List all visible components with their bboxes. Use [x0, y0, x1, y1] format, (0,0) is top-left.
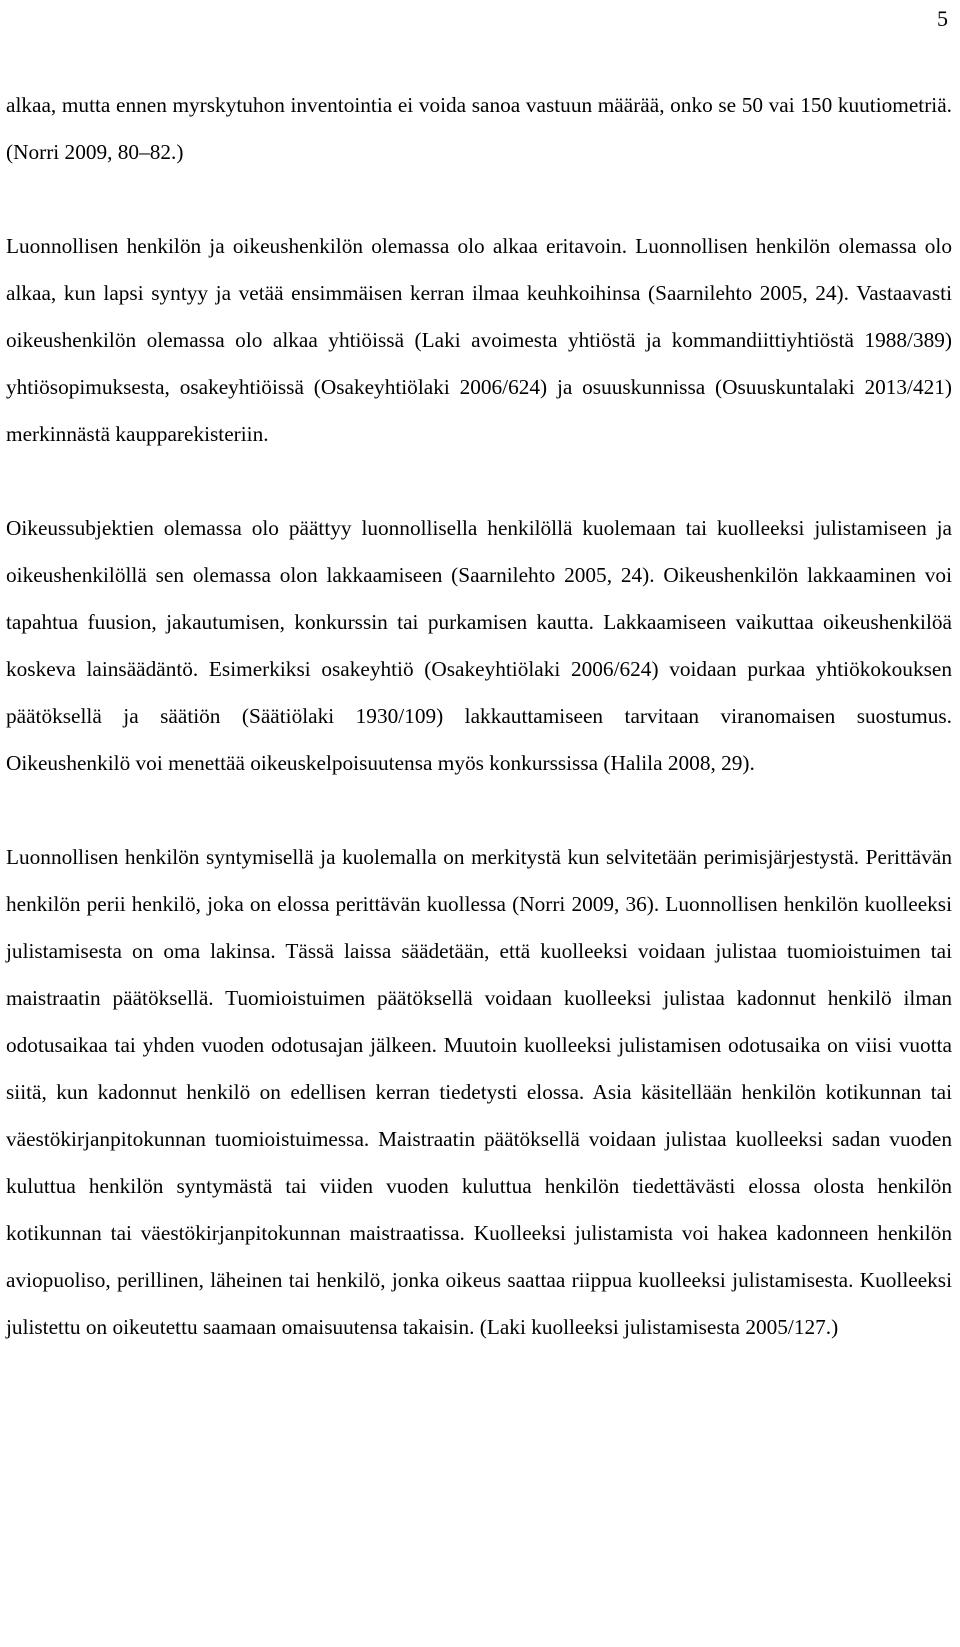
paragraph-existence-begins: Luonnollisen henkilön ja oikeushenkilön olemassa olo alkaa eritavoin. Luonnollisen henkilön olemassa olo alkaa, kun lapsi syntyy ja vetää ensimmäisen kerran ilmaa keuhkoihinsa (Saarnilehto 2005, 24). Vastaavasti oikeushenkilön olemassa olo alkaa yhtiöissä (Laki avoimesta yhtiöstä ja kommandiittiyhtiöstä 1988/389) yhtiösopimuksesta, osakeyhtiöissä (Osakeyhtiölaki 2006/624) ja osuuskunnissa (Osuuskuntalaki 2013/421) merkinnästä kaupparekisteriin.: [6, 234, 952, 446]
page-number: 5: [937, 6, 948, 31]
paragraph-continuation: alkaa, mutta ennen myrskytuhon inventointia ei voida sanoa vastuun määrää, onko se 50 vai 150 kuutiometriä. (Norri 2009, 80–82.): [6, 93, 952, 164]
document-body: [6, 82, 952, 1351]
paragraph-declaration-of-death: Luonnollisen henkilön syntymisellä ja kuolemalla on merkitystä kun selvitetään perimisjärjestystä. Perittävän henkilön perii henkilö, joka on elossa perittävän kuollessa (Norri 2009, 36). Luonnollisen henkilön kuolleeksi julistamisesta on oma lakinsa. Tässä laissa säädetään, että kuolleeksi voidaan julistaa tuomioistuimen tai maistraatin päätöksellä. Tuomioistuimen päätöksellä voidaan kuolleeksi julistaa kadonnut henkilö ilman odotusaikaa tai yhden vuoden odotusajan jälkeen. Muutoin kuolleeksi julistamisen odotusaika on viisi vuotta siitä, kun kadonnut henkilö on edellisen kerran tiedetysti elossa. Asia käsitellään henkilön kotikunnan tai väestökirjanpitokunnan tuomioistuimessa. Maistraatin päätöksellä voidaan julistaa kuolleeksi sadan vuoden kuluttua henkilön syntymästä tai viiden vuoden kuluttua henkilön tiedettävästi elossa olosta henkilön kotikunnan tai väestökirjanpitokunnan maistraatissa. Kuolleeksi julistamista voi hakea kadonneen henkilön aviopuoliso, perillinen, läheinen tai henkilö, jonka oikeus saattaa riippua kuolleeksi julistamisesta. Kuolleeksi julistettu on oikeutettu saamaan omaisuutensa takaisin. (Laki kuolleeksi julistamisesta 2005/127.): [6, 845, 952, 1339]
paragraph-gap: [6, 176, 952, 223]
paragraph-existence-ends: Oikeussubjektien olemassa olo päättyy luonnollisella henkilöllä kuolemaan tai kuolleeksi julistamiseen ja oikeushenkilöllä sen olemassa olon lakkaamiseen (Saarnilehto 2005, 24). Oikeushenkilön lakkaaminen voi tapahtua fuusion, jakautumisen, konkurssin tai purkamisen kautta. Lakkaamiseen vaikuttaa oikeushenkilöä koskeva lainsäädäntö. Esimerkiksi osakeyhtiö (Osakeyhtiölaki 2006/624) voidaan purkaa yhtiökokouksen päätöksellä ja säätiön (Säätiölaki 1930/109) lakkauttamiseen tarvitaan viranomaisen suostumus. Oikeushenkilö voi menettää oikeuskelpoisuutensa myös konkurssissa (Halila 2008, 29).: [6, 516, 952, 775]
paragraph-gap: [6, 787, 952, 834]
paragraph-gap: [6, 458, 952, 505]
